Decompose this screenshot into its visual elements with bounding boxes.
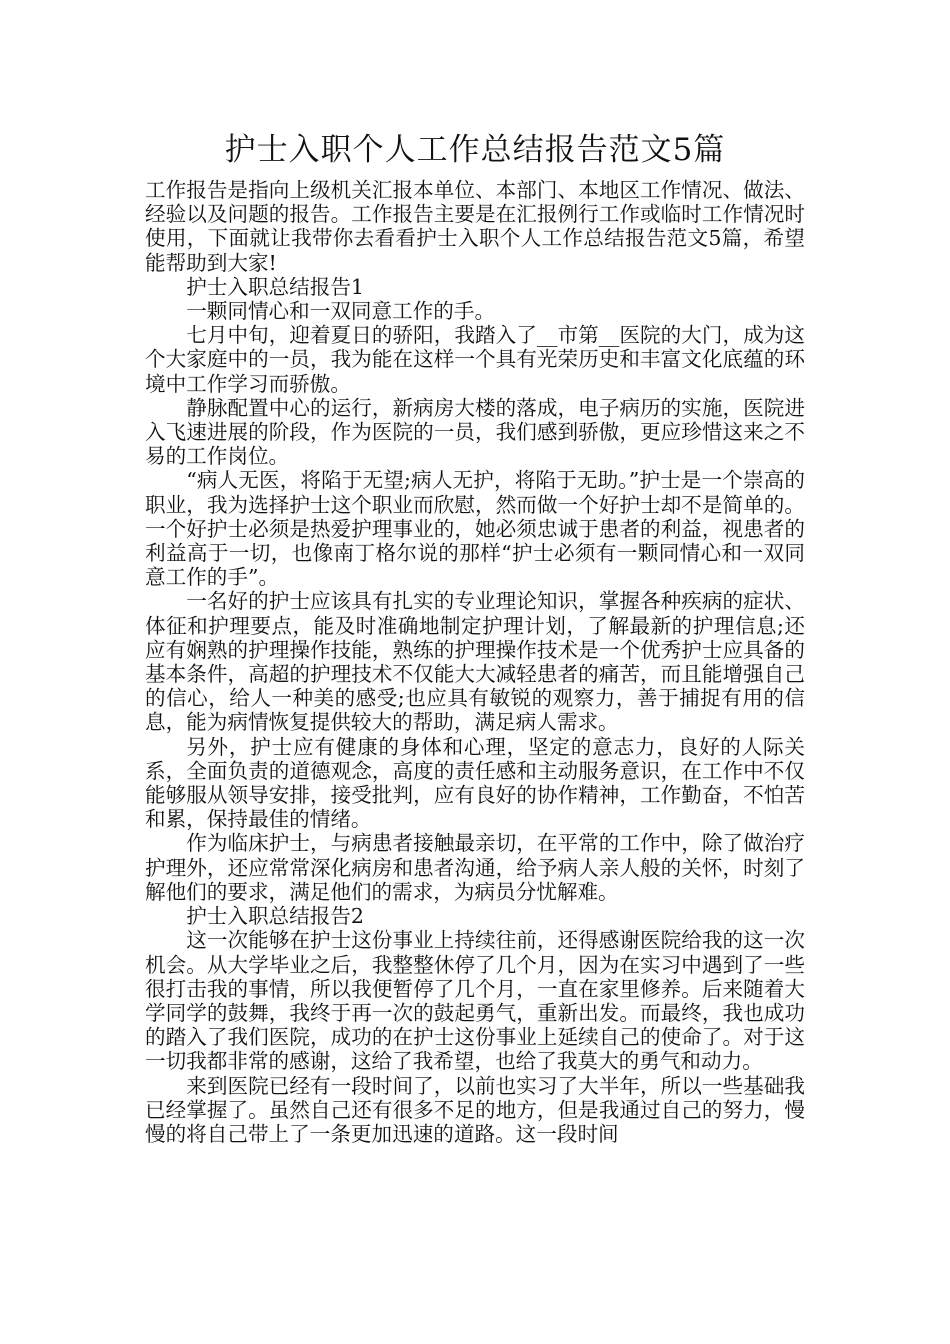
paragraph: 一颗同情心和一双同意工作的手。: [186, 299, 496, 324]
paragraph: 护士入职总结报告1: [186, 274, 365, 299]
paragraph: 工作报告是指向上级机关汇报本单位、本部门、本地区工作情况、做法、经验以及问题的报告。工作报告主要是在汇报例行工作或临时工作情况时使用，下面就让我带你去看看护士入职个人工作总结报告范文5篇，希望能帮助到大家!: [145, 178, 805, 275]
paragraph: 这一次能够在护士这份事业上持续往前，还得感谢医院给我的这一次机会。从大学毕业之后，我整整休停了几个月，因为在实习中遇到了一些很打击我的事情，所以我便暂停了几个月，一直在家里修养。后来随着大学同学的鼓舞，我终于再一次的鼓起勇气，重新出发。而最终，我也成功的踏入了我们医院，成功的在护士这份事业上延续自己的使命了。对于这一切我都非常的感谢，这给了我希望，也给了我莫大的勇气和动力。: [145, 928, 805, 1074]
paragraph: 来到医院已经有一段时间了，以前也实习了大半年，所以一些基础我已经掌握了。虽然自己还有很多不足的地方，但是我通过自己的努力，慢慢的将自己带上了一条更加迅速的道路。这一段时间: [145, 1073, 805, 1146]
paragraph: 七月中旬，迎着夏日的骄阳，我踏入了__市第__医院的大门，成为这个大家庭中的一员，我为能在这样一个具有光荣历史和丰富文化底蕴的环境中工作学习而骄傲。: [145, 323, 805, 396]
paragraph: 另外，护士应有健康的身体和心理，坚定的意志力，良好的人际关系，全面负责的道德观念，高度的责任感和主动服务意识，在工作中不仅能够服从领导安排，接受批判，应有良好的协作精神，工作勤奋，不怕苦和累，保持最佳的情绪。: [145, 734, 805, 832]
paragraph: 护士入职总结报告2: [186, 904, 365, 929]
document-body: [145, 178, 805, 1146]
paragraph: 静脉配置中心的运行，新病房大楼的落成，电子病历的实施，医院进入飞速进展的阶段，作为医院的一员，我们感到骄傲，更应珍惜这来之不易的工作岗位。: [145, 395, 805, 469]
document-page: [145, 128, 805, 1146]
document-title: 护士入职个人工作总结报告范文5篇: [224, 132, 726, 168]
paragraph: 作为临床护士，与病患者接触最亲切，在平常的工作中，除了做治疗护理外，还应常常深化病房和患者沟通，给予病人亲人般的关怀，时刻了解他们的要求，满足他们的需求，为病员分忧解难。: [145, 831, 805, 904]
paragraph: 一名好的护士应该具有扎实的专业理论知识，掌握各种疾病的症状、体征和护理要点，能及时准确地制定护理计划，了解最新的护理信息;还应有娴熟的护理操作技能，熟练的护理操作技术是一个优秀护士应具备的基本条件，高超的护理技术不仅能大大减轻患者的痛苦，而且能增强自己的信心，给人一种美的感受;也应具有敏锐的观察力，善于捕捉有用的信息，能为病情恢复提供较大的帮助，满足病人需求。: [145, 589, 805, 735]
paragraph: “病人无医，将陷于无望;病人无护，将陷于无助。”护士是一个崇高的职业，我为选择护士这个职业而欣慰，然而做一个好护士却不是简单的。一个好护士必须是热爱护理事业的，她必须忠诚于患者的利益，视患者的利益高于一切，也像南丁格尔说的那样“护士必须有一颗同情心和一双同意工作的手”。: [145, 468, 805, 590]
